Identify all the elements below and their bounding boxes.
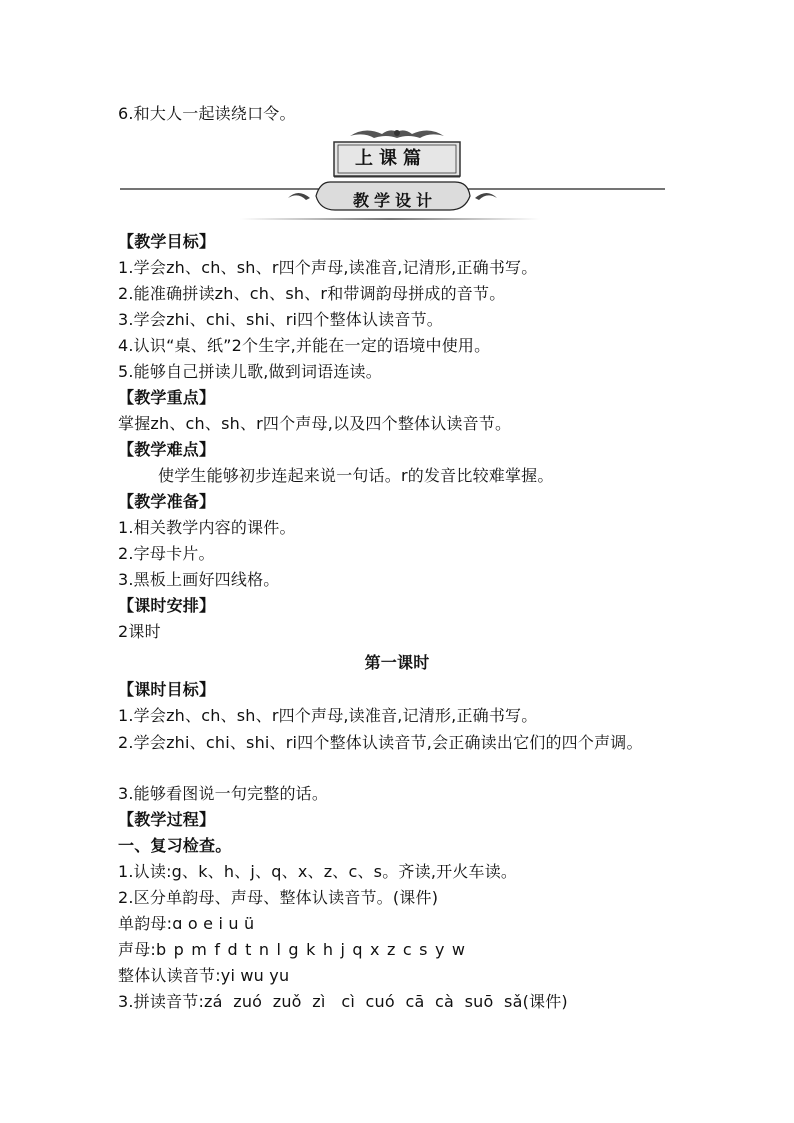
preparation-item: 3.黑板上画好四线格。 <box>118 570 280 589</box>
process-item: 声母:b p m f d t n l g k h j q x z c s y w <box>118 940 466 959</box>
lesson-goal-item: 1.学会zh、ch、sh、r四个声母,读准音,记清形,正确书写。 <box>118 706 538 725</box>
goal-item: 3.学会zhi、chi、shi、ri四个整体认读音节。 <box>118 310 443 329</box>
goal-item: 5.能够自己拼读儿歌,做到词语连读。 <box>118 362 382 381</box>
lesson-goals-heading: 【课时目标】 <box>118 680 216 699</box>
process-item: 整体认读音节:yi wu yu <box>118 966 290 985</box>
key-points-heading: 【教学重点】 <box>118 388 216 407</box>
process-part-title: 一、复习检查。 <box>118 836 232 855</box>
process-item: 3.拼读音节:zá zuó zuǒ zì cì cuó cā cà suō sǎ(课件) <box>118 992 568 1011</box>
schedule-heading: 【课时安排】 <box>118 596 216 615</box>
intro-item: 6.和大人一起读绕口令。 <box>118 104 296 123</box>
lesson-goal-item: 3.能够看图说一句完整的话。 <box>118 784 329 803</box>
difficulties-heading: 【教学难点】 <box>118 440 216 459</box>
lesson-goal-item: 2.学会zhi、chi、shi、ri四个整体认读音节,会正确读出它们的四个声调。 <box>118 733 643 752</box>
process-item: 1.认读:g、k、h、j、q、x、z、c、s。齐读,开火车读。 <box>118 862 518 881</box>
preparation-heading: 【教学准备】 <box>118 492 216 511</box>
process-item: 2.区分单韵母、声母、整体认读音节。(课件) <box>118 888 439 907</box>
key-points-text: 掌握zh、ch、sh、r四个声母,以及四个整体认读音节。 <box>118 414 512 433</box>
difficulties-text: 使学生能够初步连起来说一句话。r的发音比较难掌握。 <box>158 466 554 485</box>
preparation-item: 1.相关教学内容的课件。 <box>118 518 296 537</box>
goal-item: 1.学会zh、ch、sh、r四个声母,读准音,记清形,正确书写。 <box>118 258 538 277</box>
subsection-banner-title: 教学设计 <box>353 191 438 210</box>
goals-heading: 【教学目标】 <box>118 232 216 251</box>
process-heading: 【教学过程】 <box>118 810 216 829</box>
preparation-item: 2.字母卡片。 <box>118 544 215 563</box>
goal-item: 4.认识“桌、纸”2个生字,并能在一定的语境中使用。 <box>118 336 491 355</box>
process-item: 单韵母:ɑ o e i u ü <box>118 914 255 933</box>
section-banner-title: 上课篇 <box>355 148 427 169</box>
lesson-title: 第一课时 <box>364 653 430 672</box>
schedule-text: 2课时 <box>118 622 161 641</box>
goal-item: 2.能准确拼读zh、ch、sh、r和带调韵母拼成的音节。 <box>118 284 506 303</box>
